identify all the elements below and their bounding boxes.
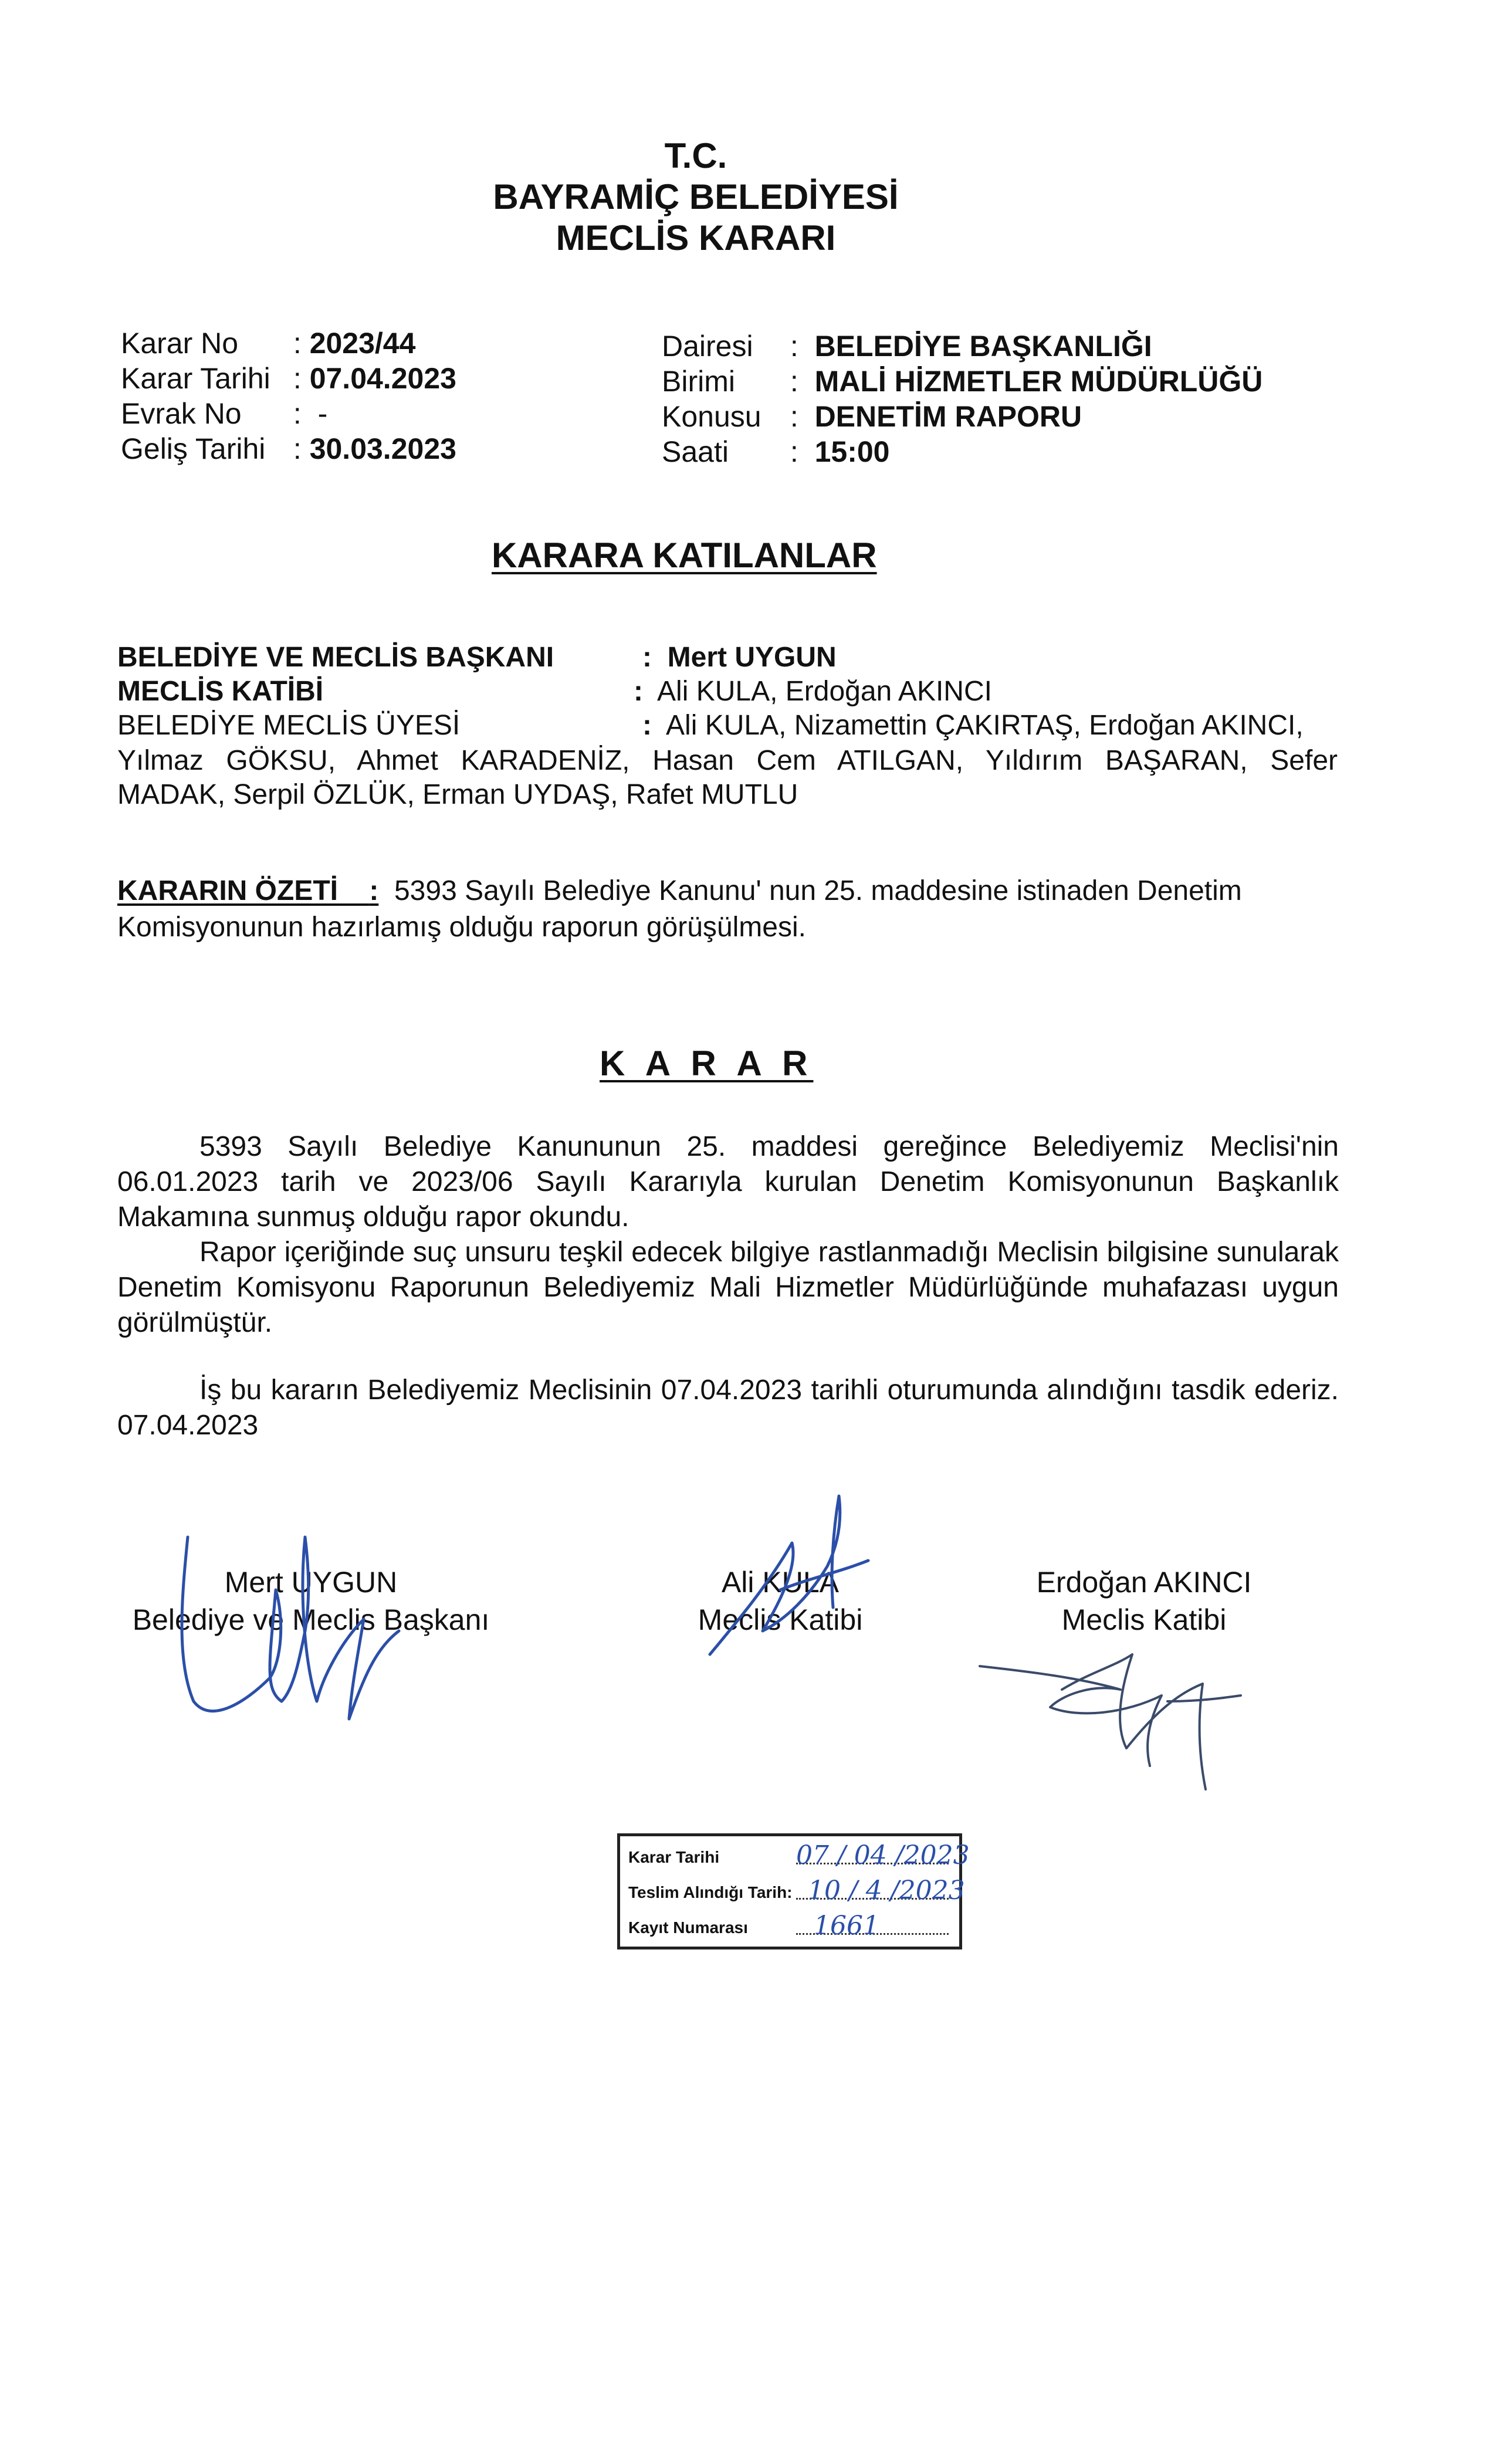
clerk-value-row: : Ali KULA, Erdoğan AKINCI <box>634 676 992 707</box>
meta-konusu: Konusu : DENETİM RAPORU <box>662 400 1082 433</box>
header-doc-type: MECLİS KARARI <box>556 218 836 258</box>
stamp-handwritten-value: 1661 <box>814 1911 879 1941</box>
signatory-title: Meclis Katibi <box>1061 1603 1227 1636</box>
president-value: Mert UYGUN <box>667 642 837 673</box>
president-value-row: : Mert UYGUN <box>642 642 837 673</box>
clerk-value: Ali KULA, Erdoğan AKINCI <box>657 676 992 707</box>
meta-gelis-tarihi: Geliş Tarihi : 30.03.2023 <box>121 432 456 465</box>
signatory-name: Ali KULA <box>721 1566 840 1599</box>
signature-block-clerk-2 <box>991 1563 1297 1639</box>
summary-label: KARARIN ÖZETİ <box>117 875 338 906</box>
meta-evrak-no: Evrak No : - <box>121 397 328 430</box>
meta-dairesi: Dairesi : BELEDİYE BAŞKANLIĞI <box>662 330 1152 363</box>
members-line3: MADAK, Serpil ÖZLÜK, Erman UYDAŞ, Rafet MUTLU <box>117 779 798 810</box>
meta-karar-no: Karar No : 2023/44 <box>121 327 416 360</box>
members-line2: Yılmaz GÖKSU, Ahmet KARADENİZ, Hasan Cem ATILGAN, Yıldırım BAŞARAN, Sefer <box>117 745 1338 776</box>
header-country: T.C. <box>664 136 727 175</box>
members-line1-row: : Ali KULA, Nizamettin ÇAKIRTAŞ, Erdoğan AKINCI, <box>642 710 1304 741</box>
signatory-name: Mert UYGUN <box>224 1566 398 1599</box>
stamp-label: Teslim Alındığı Tarih: <box>628 1883 793 1901</box>
stamp-label: Karar Tarihi <box>628 1848 720 1866</box>
stamp-row-karar-tarihi <box>620 1837 970 1870</box>
stamp-handwritten-value: 07 / 04 /2023 <box>796 1840 970 1870</box>
stamp-label: Kayıt Numarası <box>628 1918 748 1937</box>
decision-para2: Rapor içeriğinde suç unsuru teşkil edecek bilgiye rastlanmadığı Meclisin bilgisine sunularak Denetim Komisyonu Raporunun Belediyemiz Mali Hizmetler Müdürlüğünde muhafazası uygun görülmüştür. <box>117 1237 1339 1338</box>
members-line1: Ali KULA, Nizamettin ÇAKIRTAŞ, Erdoğan AKINCI, <box>666 710 1304 741</box>
signatory-title: Belediye ve Meclis Başkanı <box>132 1603 490 1636</box>
signature-mark-clerk-2 <box>974 1631 1250 1801</box>
decision-para3: İş bu kararın Belediyemiz Meclisinin 07.04.2023 tarihli oturumunda alındığını tasdik ederiz. 07.04.2023 <box>117 1375 1339 1441</box>
president-label: BELEDİYE VE MECLİS BAŞKANI <box>117 642 554 673</box>
registry-stamp <box>617 1833 970 1949</box>
stamp-row-teslim-tarihi <box>620 1873 965 1905</box>
summary-sep: : <box>369 875 379 906</box>
meta-left-block <box>121 326 456 466</box>
signature-mark-president <box>164 1525 434 1725</box>
stamp-handwritten-value: 10 / 4 /2023 <box>808 1876 965 1905</box>
members-label: BELEDİYE MECLİS ÜYESİ <box>117 710 461 741</box>
summary-text-line1: 5393 Sayılı Belediye Kanunu' nun 25. maddesine istinaden Denetim <box>394 875 1242 906</box>
summary-text-line2: Komisyonunun hazırlamış olduğu raporun görüşülmesi. <box>117 912 806 943</box>
clerk-label: MECLİS KATİBİ <box>117 676 324 707</box>
meta-birimi: Birimi : MALİ HİZMETLER MÜDÜRLÜĞÜ <box>662 365 1263 398</box>
signatory-name: Erdoğan AKINCI <box>1036 1566 1252 1599</box>
decision-heading: K A R A R <box>600 1044 814 1083</box>
signature-mark-clerk-1 <box>692 1484 892 1666</box>
signatory-title: Meclis Katibi <box>698 1603 863 1636</box>
summary-row <box>117 874 1242 908</box>
participants-heading: KARARA KATILANLAR <box>492 536 877 575</box>
header-institution: BAYRAMİÇ BELEDİYESİ <box>493 177 899 216</box>
meta-karar-tarihi: Karar Tarihi : 07.04.2023 <box>121 362 456 395</box>
meta-right-block <box>662 329 1263 469</box>
decision-para1: 5393 Sayılı Belediye Kanununun 25. maddesi gereğince Belediyemiz Meclisi'nin 06.01.2023 tarih ve 2023/06 Sayılı Kararıyla kurulan Denetim Komisyonunun Başkanlık Makamına sunmuş olduğu rapor okundu. <box>117 1131 1339 1233</box>
meta-saati: Saati : 15:00 <box>662 435 890 468</box>
stamp-row-kayit-numarasi <box>620 1908 959 1941</box>
